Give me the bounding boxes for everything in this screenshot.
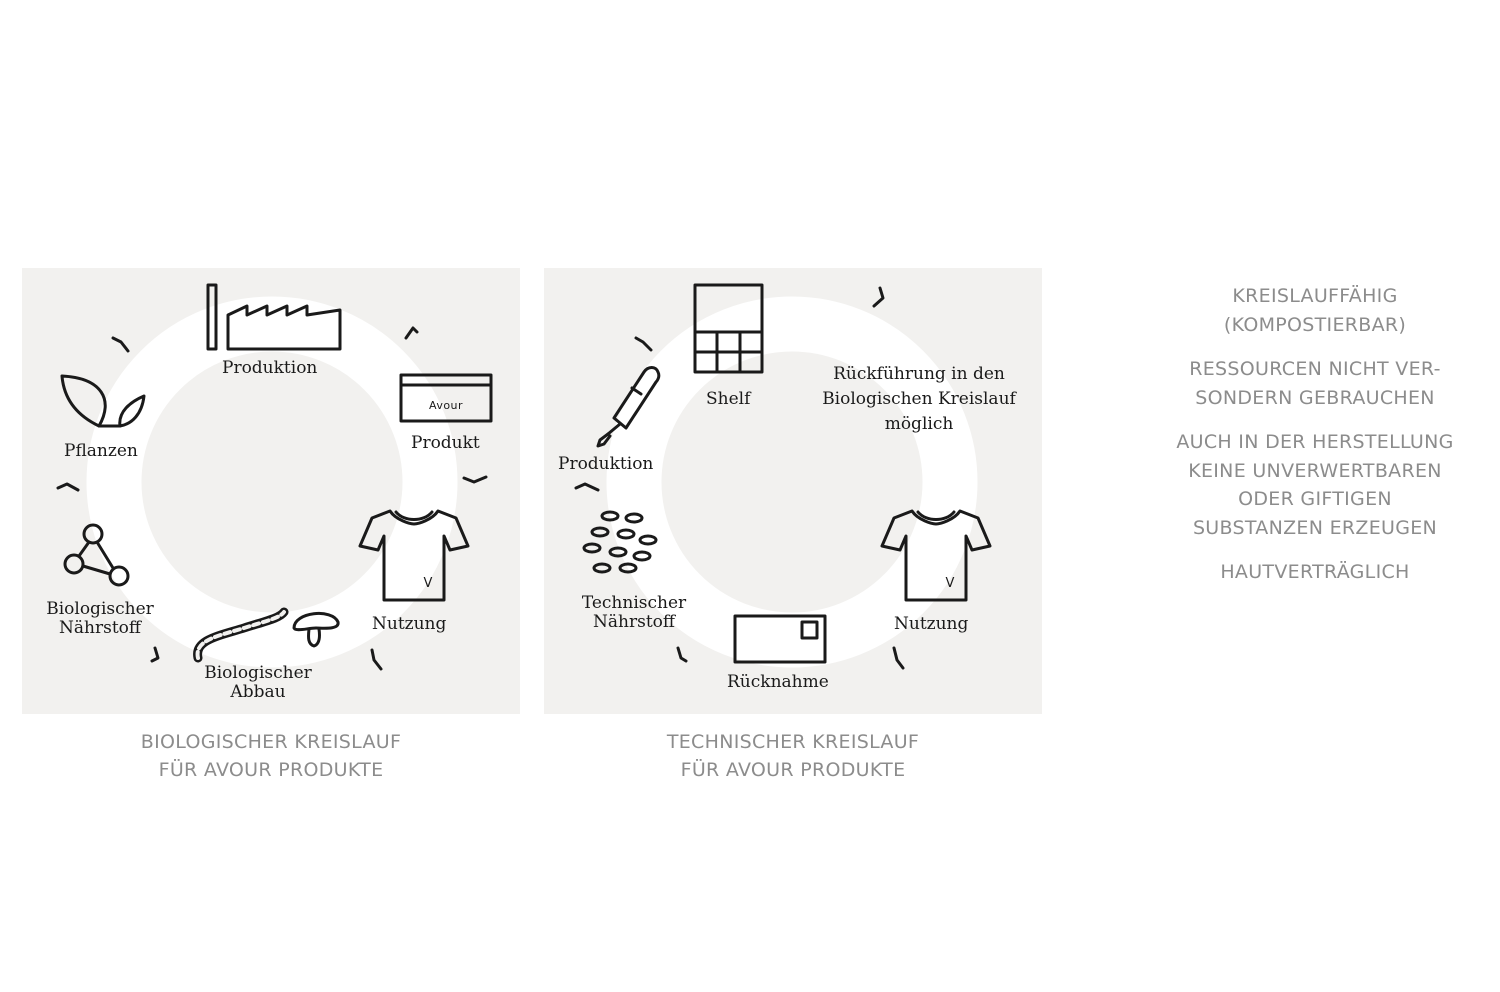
label-produkt: Produkt bbox=[411, 433, 480, 453]
label-naehrstoff-line2: Nährstoff bbox=[593, 612, 675, 632]
property-line: KREISLAUFFÄHIG bbox=[1232, 285, 1398, 307]
label-produktion: Produktion bbox=[222, 358, 318, 378]
caption-line1: BIOLOGISCHER KREISLAUF bbox=[140, 731, 402, 753]
label-rueckfuehrung-line1: Rückführung in den bbox=[833, 364, 1005, 384]
biological-cycle-caption bbox=[22, 728, 520, 784]
technical-cycle-panel bbox=[544, 268, 1042, 714]
label-rueckfuehrung-line2: Biologischen Kreislauf bbox=[822, 389, 1016, 409]
technical-cycle-caption bbox=[544, 728, 1042, 784]
caption-line2: FÜR AVOUR PRODUKTE bbox=[680, 759, 906, 781]
label-shelf: Shelf bbox=[706, 389, 751, 409]
label-abbau-line2: Abbau bbox=[230, 682, 286, 702]
label-produktion: Produktion bbox=[558, 454, 654, 474]
biological-cycle-panel bbox=[22, 268, 520, 714]
label-nutzung: Nutzung bbox=[894, 614, 969, 634]
tshirt-mark: V bbox=[423, 576, 433, 591]
property-line: KEINE UNVERWERTBAREN bbox=[1188, 459, 1442, 482]
property-line: ODER GIFTIGEN bbox=[1238, 488, 1392, 510]
property-resources bbox=[1150, 355, 1480, 412]
property-line: SUBSTANZEN ERZEUGEN bbox=[1192, 516, 1438, 539]
label-pflanzen: Pflanzen bbox=[64, 441, 138, 461]
label-naehrstoff bbox=[44, 600, 156, 638]
property-line: RESSOURCEN NICHT VER- bbox=[1189, 358, 1441, 380]
technical-cycle-diagram bbox=[544, 268, 1042, 714]
property-line: HAUTVERTRÄGLICH bbox=[1220, 561, 1410, 583]
label-naehrstoff-line1: Biologischer bbox=[46, 599, 154, 619]
label-naehrstoff-line1: Technischer bbox=[581, 593, 687, 613]
label-naehrstoff bbox=[576, 594, 692, 632]
label-ruecknahme: Rücknahme bbox=[727, 672, 829, 692]
property-line: (KOMPOSTIERBAR) bbox=[1223, 313, 1407, 336]
property-line: AUCH IN DER HERSTELLUNG bbox=[1176, 431, 1454, 453]
caption-line2: FÜR AVOUR PRODUKTE bbox=[158, 759, 384, 781]
properties-list bbox=[1150, 282, 1480, 603]
label-abbau-line1: Biologischer bbox=[204, 663, 312, 683]
property-compostable bbox=[1150, 282, 1480, 339]
biological-cycle-diagram bbox=[22, 268, 520, 714]
label-naehrstoff-line2: Nährstoff bbox=[59, 618, 141, 638]
property-skin-friendly bbox=[1150, 558, 1480, 587]
tshirt-mark: V bbox=[945, 576, 955, 591]
label-rueckfuehrung-line3: möglich bbox=[884, 414, 954, 434]
brand-label: Avour bbox=[428, 399, 464, 412]
label-nutzung: Nutzung bbox=[372, 614, 447, 634]
caption-line1: TECHNISCHER KREISLAUF bbox=[666, 731, 920, 753]
property-production bbox=[1150, 428, 1480, 542]
label-abbau bbox=[202, 664, 314, 702]
label-rueckfuehrung bbox=[814, 362, 1024, 437]
property-line: SONDERN GEBRAUCHEN bbox=[1195, 386, 1435, 409]
